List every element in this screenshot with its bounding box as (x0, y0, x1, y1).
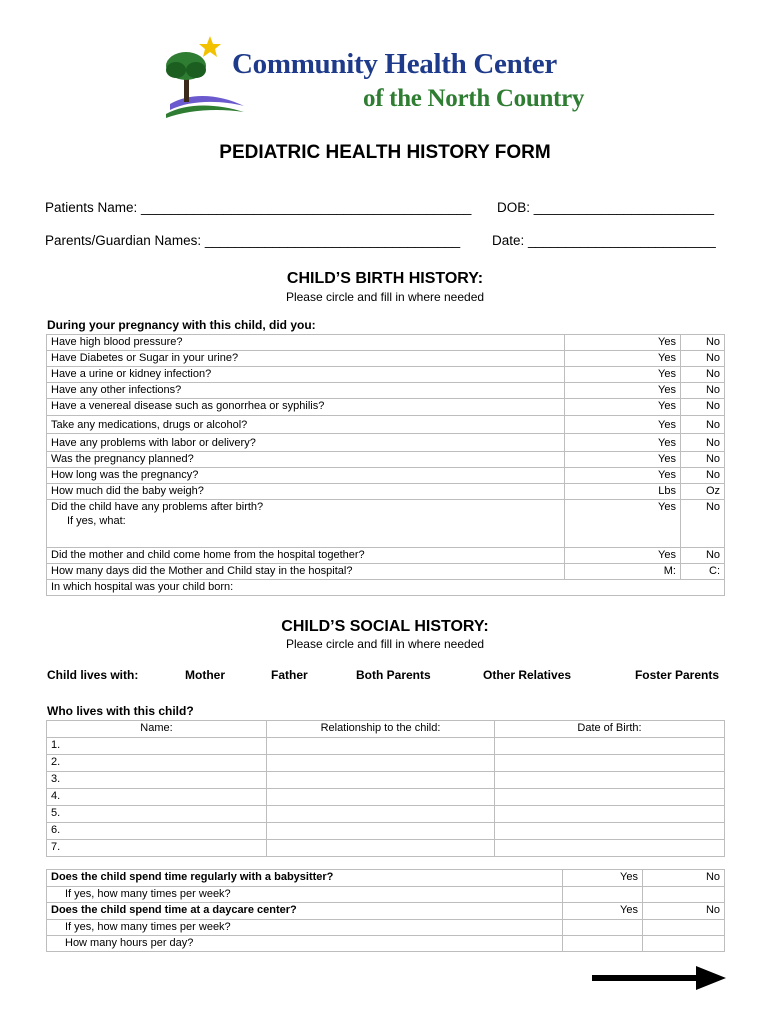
birth-history-title: CHILD’S BIRTH HISTORY: (286, 270, 484, 287)
table-row (47, 903, 725, 920)
yes-option[interactable]: Yes (565, 399, 681, 416)
dob-cell[interactable] (495, 823, 725, 840)
relationship-cell[interactable] (267, 755, 495, 772)
relationship-cell[interactable] (267, 738, 495, 755)
no-option[interactable]: No (681, 468, 725, 484)
relationship-cell[interactable] (267, 823, 495, 840)
hospital-field[interactable]: In which hospital was your child born: (47, 580, 725, 596)
social-history-subtitle: Please circle and fill in where needed (285, 637, 485, 651)
question: Have high blood pressure? (47, 335, 565, 351)
option-other-relatives[interactable]: Other Relatives (483, 668, 572, 682)
relationship-cell[interactable] (267, 840, 495, 857)
no-option[interactable]: No (681, 367, 725, 383)
table-row (47, 738, 725, 755)
birth-history-table (46, 334, 725, 596)
name-cell[interactable]: 4. (47, 789, 267, 806)
table-row (47, 351, 725, 367)
question: Have any problems with labor or delivery? (47, 434, 565, 452)
dob-cell[interactable] (495, 772, 725, 789)
yes-option[interactable]: Yes (565, 367, 681, 383)
followup-text[interactable]: If yes, what: (67, 515, 126, 527)
mother-days-field[interactable]: M: (565, 564, 681, 580)
child-days-field[interactable]: C: (681, 564, 725, 580)
form-title: PEDIATRIC HEALTH HISTORY FORM (219, 142, 551, 163)
question: Have Diabetes or Sugar in your urine? (47, 351, 565, 367)
no-option[interactable]: No (681, 399, 725, 416)
yes-option[interactable]: Yes (565, 335, 681, 351)
table-row (47, 335, 725, 351)
table-row (47, 580, 725, 596)
yes-option[interactable]: Yes (565, 351, 681, 367)
dob-cell[interactable] (495, 755, 725, 772)
table-row (47, 434, 725, 452)
dob-cell[interactable] (495, 738, 725, 755)
oz-field[interactable]: Oz (681, 484, 725, 500)
birth-history-subtitle: Please circle and fill in where needed (285, 290, 485, 304)
table-row (47, 789, 725, 806)
table-row (47, 548, 725, 564)
table-header-row (47, 721, 725, 738)
table-row (47, 500, 725, 548)
logo-line-1: Community Health Center (232, 48, 557, 80)
option-both-parents[interactable]: Both Parents (356, 668, 431, 682)
table-row (47, 383, 725, 399)
daycare-question: Does the child spend time at a daycare center? (47, 903, 563, 920)
no-option[interactable]: No (681, 500, 725, 548)
question: Take any medications, drugs or alcohol? (47, 416, 565, 434)
yes-option[interactable]: Yes (565, 500, 681, 548)
table-row (47, 399, 725, 416)
table-row (47, 887, 725, 903)
daycare-hours-field[interactable]: How many hours per day? (47, 936, 563, 952)
daycare-times-field[interactable]: If yes, how many times per week? (47, 920, 563, 936)
who-lives-label: Who lives with this child? (47, 704, 194, 718)
question-text: Did the child have any problems after birth? (51, 501, 264, 513)
social-history-title: CHILD’S SOCIAL HISTORY: (281, 618, 489, 635)
empty-cell (643, 920, 725, 936)
no-option[interactable]: No (643, 870, 725, 887)
dob-cell[interactable] (495, 806, 725, 823)
childcare-table (46, 869, 725, 952)
no-option[interactable]: No (681, 383, 725, 399)
name-cell[interactable]: 5. (47, 806, 267, 823)
header-name: Name: (47, 721, 267, 738)
lives-with-label: Child lives with: (47, 668, 139, 682)
guardian-names-field[interactable]: Parents/Guardian Names: __________________________________ (45, 233, 461, 248)
yes-option[interactable]: Yes (563, 870, 643, 887)
question: How many days did the Mother and Child stay in the hospital? (47, 564, 565, 580)
name-cell[interactable]: 3. (47, 772, 267, 789)
name-cell[interactable]: 1. (47, 738, 267, 755)
yes-option[interactable]: Yes (565, 548, 681, 564)
dob-cell[interactable] (495, 789, 725, 806)
yes-option[interactable]: Yes (565, 434, 681, 452)
yes-option[interactable]: Yes (565, 383, 681, 399)
dob-field[interactable]: DOB: ________________________ (497, 200, 714, 215)
table-row (47, 468, 725, 484)
no-option[interactable]: No (681, 434, 725, 452)
question: Have any other infections? (47, 383, 565, 399)
birth-intro: During your pregnancy with this child, did you: (47, 318, 316, 332)
table-row (47, 840, 725, 857)
empty-cell (563, 936, 643, 952)
yes-option[interactable]: Yes (565, 468, 681, 484)
no-option[interactable]: No (643, 903, 725, 920)
question: Did the mother and child come home from the hospital together? (47, 548, 565, 564)
table-row (47, 936, 725, 952)
no-option[interactable]: No (681, 416, 725, 434)
question: Have a urine or kidney infection? (47, 367, 565, 383)
empty-cell (643, 936, 725, 952)
table-row (47, 920, 725, 936)
question: Have a venereal disease such as gonorrhea or syphilis? (47, 399, 565, 416)
header-relationship: Relationship to the child: (267, 721, 495, 738)
table-row (47, 870, 725, 887)
lbs-field[interactable]: Lbs (565, 484, 681, 500)
yes-option[interactable]: Yes (565, 416, 681, 434)
header-dob: Date of Birth: (495, 721, 725, 738)
babysitter-question: Does the child spend time regularly with a babysitter? (47, 870, 563, 887)
question: How much did the baby weigh? (47, 484, 565, 500)
no-option[interactable]: No (681, 548, 725, 564)
table-row (47, 755, 725, 772)
option-foster-parents[interactable]: Foster Parents (634, 668, 719, 682)
no-option[interactable]: No (681, 351, 725, 367)
no-option[interactable]: No (681, 335, 725, 351)
table-row (47, 416, 725, 434)
question: Was the pregnancy planned? (47, 452, 565, 468)
arrow-right-icon[interactable] (592, 966, 726, 990)
name-cell[interactable]: 7. (47, 840, 267, 857)
option-father[interactable]: Father (271, 668, 308, 682)
table-row (47, 823, 725, 840)
table-row (47, 564, 725, 580)
relationship-cell[interactable] (267, 789, 495, 806)
question: How long was the pregnancy? (47, 468, 565, 484)
table-row (47, 367, 725, 383)
name-cell[interactable]: 6. (47, 823, 267, 840)
empty-cell (643, 887, 725, 903)
option-mother[interactable]: Mother (185, 668, 225, 682)
date-field[interactable]: Date: _________________________ (492, 233, 716, 248)
table-row (47, 484, 725, 500)
patient-name-field[interactable]: Patients Name: ____________________________________________ (45, 200, 472, 215)
yes-option[interactable]: Yes (563, 903, 643, 920)
no-option[interactable]: No (681, 452, 725, 468)
table-row (47, 772, 725, 789)
name-cell[interactable]: 2. (47, 755, 267, 772)
relationship-cell[interactable] (267, 806, 495, 823)
yes-option[interactable]: Yes (565, 452, 681, 468)
dob-cell[interactable] (495, 840, 725, 857)
empty-cell (563, 887, 643, 903)
question (47, 500, 565, 548)
relationship-cell[interactable] (267, 772, 495, 789)
babysitter-times-field[interactable]: If yes, how many times per week? (47, 887, 563, 903)
table-row (47, 806, 725, 823)
empty-cell (563, 920, 643, 936)
household-table (46, 720, 725, 857)
logo-line-2: of the North Country (363, 85, 585, 112)
table-row (47, 452, 725, 468)
